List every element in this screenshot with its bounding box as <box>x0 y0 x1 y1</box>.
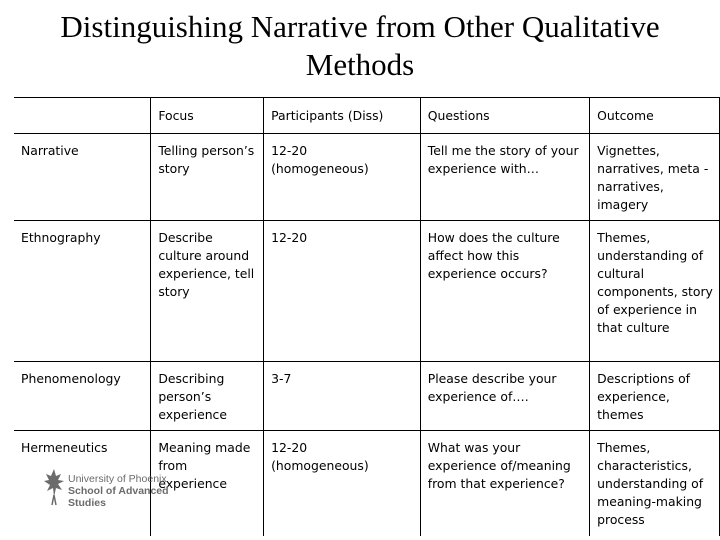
slide-title-line-1: Distinguishing Narrative from Other Qualitative <box>60 9 660 44</box>
questions-cell: How does the culture affect how this experience occurs? <box>420 221 589 362</box>
method-cell: Ethnography <box>14 221 151 362</box>
participants-cell: 3-7 <box>264 362 421 431</box>
header-cell-outcome: Outcome <box>590 98 720 134</box>
focus-cell: Describe culture around experience, tell story <box>151 221 264 362</box>
participants-cell: 12-20 (homogeneous) <box>264 134 421 221</box>
header-cell-questions: Questions <box>420 98 589 134</box>
focus-cell: Telling person’s story <box>151 134 264 221</box>
questions-cell: What was your experience of/meaning from that experience? <box>420 431 589 536</box>
outcome-cell: Themes, characteristics, understanding of meaning-making process <box>590 431 720 536</box>
table-row-narrative <box>14 134 720 221</box>
table-row-phenomenology <box>14 362 720 431</box>
method-cell: Narrative <box>14 134 151 221</box>
phoenix-bird-icon <box>42 467 66 507</box>
participants-cell: 12-20 <box>264 221 421 362</box>
logo-line-2: School of Advanced <box>68 485 169 497</box>
focus-cell: Meaning made from experience <box>151 431 264 536</box>
slide-title-line-2: Methods <box>305 47 415 82</box>
participants-cell: 12-20 (homogeneous) <box>264 431 421 536</box>
header-cell-participants: Participants (Diss) <box>264 98 421 134</box>
table-header-row <box>14 98 720 134</box>
outcome-cell: Themes, understanding of cultural components, story of experience in that culture <box>590 221 720 362</box>
focus-cell: Describing person’s experience <box>151 362 264 431</box>
logo-line-1: University of Phoenix <box>68 473 167 485</box>
table-row-ethnography <box>14 221 720 362</box>
method-cell: Hermeneutics <box>14 431 151 536</box>
logo-text <box>68 473 169 509</box>
logo-line-3: Studies <box>68 497 106 509</box>
outcome-cell: Vignettes, narratives, meta - narratives, imagery <box>590 134 720 221</box>
header-cell-focus: Focus <box>151 98 264 134</box>
university-logo <box>42 467 182 515</box>
header-cell-empty <box>14 98 151 134</box>
outcome-cell: Descriptions of experience, themes <box>590 362 720 431</box>
slide-title <box>0 8 720 84</box>
method-cell: Phenomenology <box>14 362 151 431</box>
questions-cell: Please describe your experience of…. <box>420 362 589 431</box>
questions-cell: Tell me the story of your experience with… <box>420 134 589 221</box>
